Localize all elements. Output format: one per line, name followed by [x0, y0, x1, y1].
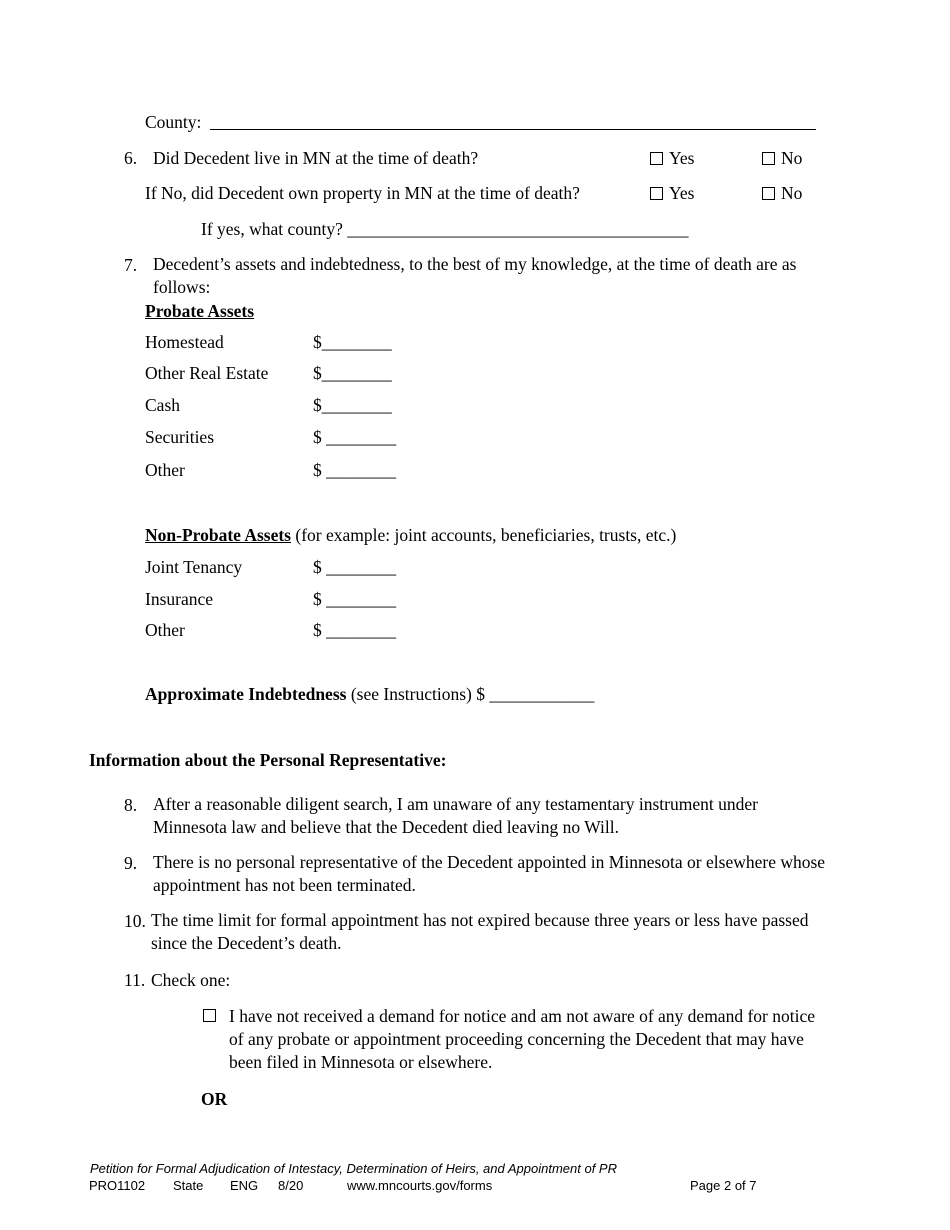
q6-followup-yes-checkbox[interactable] [650, 187, 663, 200]
probate-assets-heading: Probate Assets [145, 301, 255, 321]
nonprobate-item-value[interactable]: $ ________ [313, 557, 397, 577]
option-1-checkbox[interactable] [203, 1009, 216, 1022]
option-1-text: I have not received a demand for notice and am not aware of any demand for notice of any probate or appointment proceeding concerning the Decedent that may have been filed in Minnesota or elsewhere. [229, 1006, 815, 1072]
q7-text: Decedent’s assets and indebtedness, to the best of my knowledge, at the time of death are as follows: [153, 254, 797, 297]
item-text: Check one: [151, 970, 231, 990]
or-label: OR [201, 1089, 228, 1109]
footer-url[interactable]: www.mncourts.gov/forms [347, 1178, 493, 1193]
item-number: 8. [124, 795, 138, 815]
probate-item-label: Homestead [145, 332, 224, 352]
probate-item-value[interactable]: $________ [313, 363, 392, 383]
footer-jurisdiction: State [173, 1178, 204, 1193]
footer-page-number: Page 2 of 7 [690, 1178, 757, 1193]
nonprobate-item-label: Joint Tenancy [145, 557, 243, 577]
item-number: 9. [124, 853, 138, 873]
q6-followup-no-label: No [781, 183, 803, 203]
item-number: 11. [124, 970, 146, 990]
q6-no-checkbox[interactable] [762, 152, 775, 165]
footer-date: 8/20 [278, 1178, 304, 1193]
pr-section-heading: Information about the Personal Representative: [89, 750, 447, 770]
non-probate-assets-heading: Non-Probate Assets [145, 525, 291, 545]
q6-number: 6. [124, 148, 138, 168]
probate-item-value[interactable]: $ ________ [313, 427, 397, 447]
non-probate-heading-line [145, 524, 676, 546]
q6-county-prompt[interactable]: If yes, what county? _______________________________________ [201, 219, 689, 239]
nonprobate-item-value[interactable]: $ ________ [313, 589, 397, 609]
item-text: The time limit for formal appointment has not expired because three years or less have passed since the Decedent’s death. [151, 910, 809, 953]
probate-item-label: Cash [145, 395, 180, 415]
probate-item-label: Other [145, 460, 185, 480]
q7-number: 7. [124, 255, 138, 275]
q6-followup-yes-option[interactable] [650, 182, 694, 204]
q6-followup-no-checkbox[interactable] [762, 187, 775, 200]
q6-followup-no-option[interactable] [762, 182, 802, 204]
q6-text: Did Decedent live in MN at the time of death? [153, 148, 479, 168]
non-probate-note: (for example: joint accounts, beneficiaries, trusts, etc.) [291, 525, 677, 545]
q6-yes-option[interactable] [650, 147, 694, 169]
option-1-checkbox-wrap[interactable] [203, 1004, 222, 1026]
indebtedness-label: Approximate Indebtedness [145, 684, 347, 704]
indebtedness-line[interactable] [145, 683, 594, 705]
footer-form-id: PRO1102 [89, 1178, 146, 1193]
q6-followup-yes-label: Yes [669, 183, 695, 203]
county-label: County: [145, 112, 202, 132]
q6-yes-label: Yes [669, 148, 695, 168]
q6-no-label: No [781, 148, 803, 168]
probate-item-value[interactable]: $ ________ [313, 460, 397, 480]
footer-language: ENG [230, 1178, 259, 1193]
q6-no-option[interactable] [762, 147, 802, 169]
item-text: There is no personal representative of the Decedent appointed in Minnesota or elsewhere whose appointment has not been terminated. [153, 852, 826, 895]
nonprobate-item-label: Other [145, 620, 185, 640]
county-input-line[interactable] [210, 129, 816, 130]
probate-item-label: Securities [145, 427, 215, 447]
q6-yes-checkbox[interactable] [650, 152, 663, 165]
item-number: 10. [124, 911, 146, 931]
nonprobate-item-value[interactable]: $ ________ [313, 620, 397, 640]
q6-followup-text: If No, did Decedent own property in MN at the time of death? [145, 183, 580, 203]
probate-item-value[interactable]: $________ [313, 395, 392, 415]
probate-item-value[interactable]: $________ [313, 332, 392, 352]
item-text: After a reasonable diligent search, I am unaware of any testamentary instrument under Minnesota law and believe that the Decedent died leaving no Will. [153, 794, 758, 837]
probate-item-label: Other Real Estate [145, 363, 269, 383]
indebtedness-field[interactable]: (see Instructions) $ ____________ [346, 684, 595, 704]
nonprobate-item-label: Insurance [145, 589, 214, 609]
footer-title: Petition for Formal Adjudication of Intestacy, Determination of Heirs, and Appointment of PR [90, 1161, 617, 1176]
